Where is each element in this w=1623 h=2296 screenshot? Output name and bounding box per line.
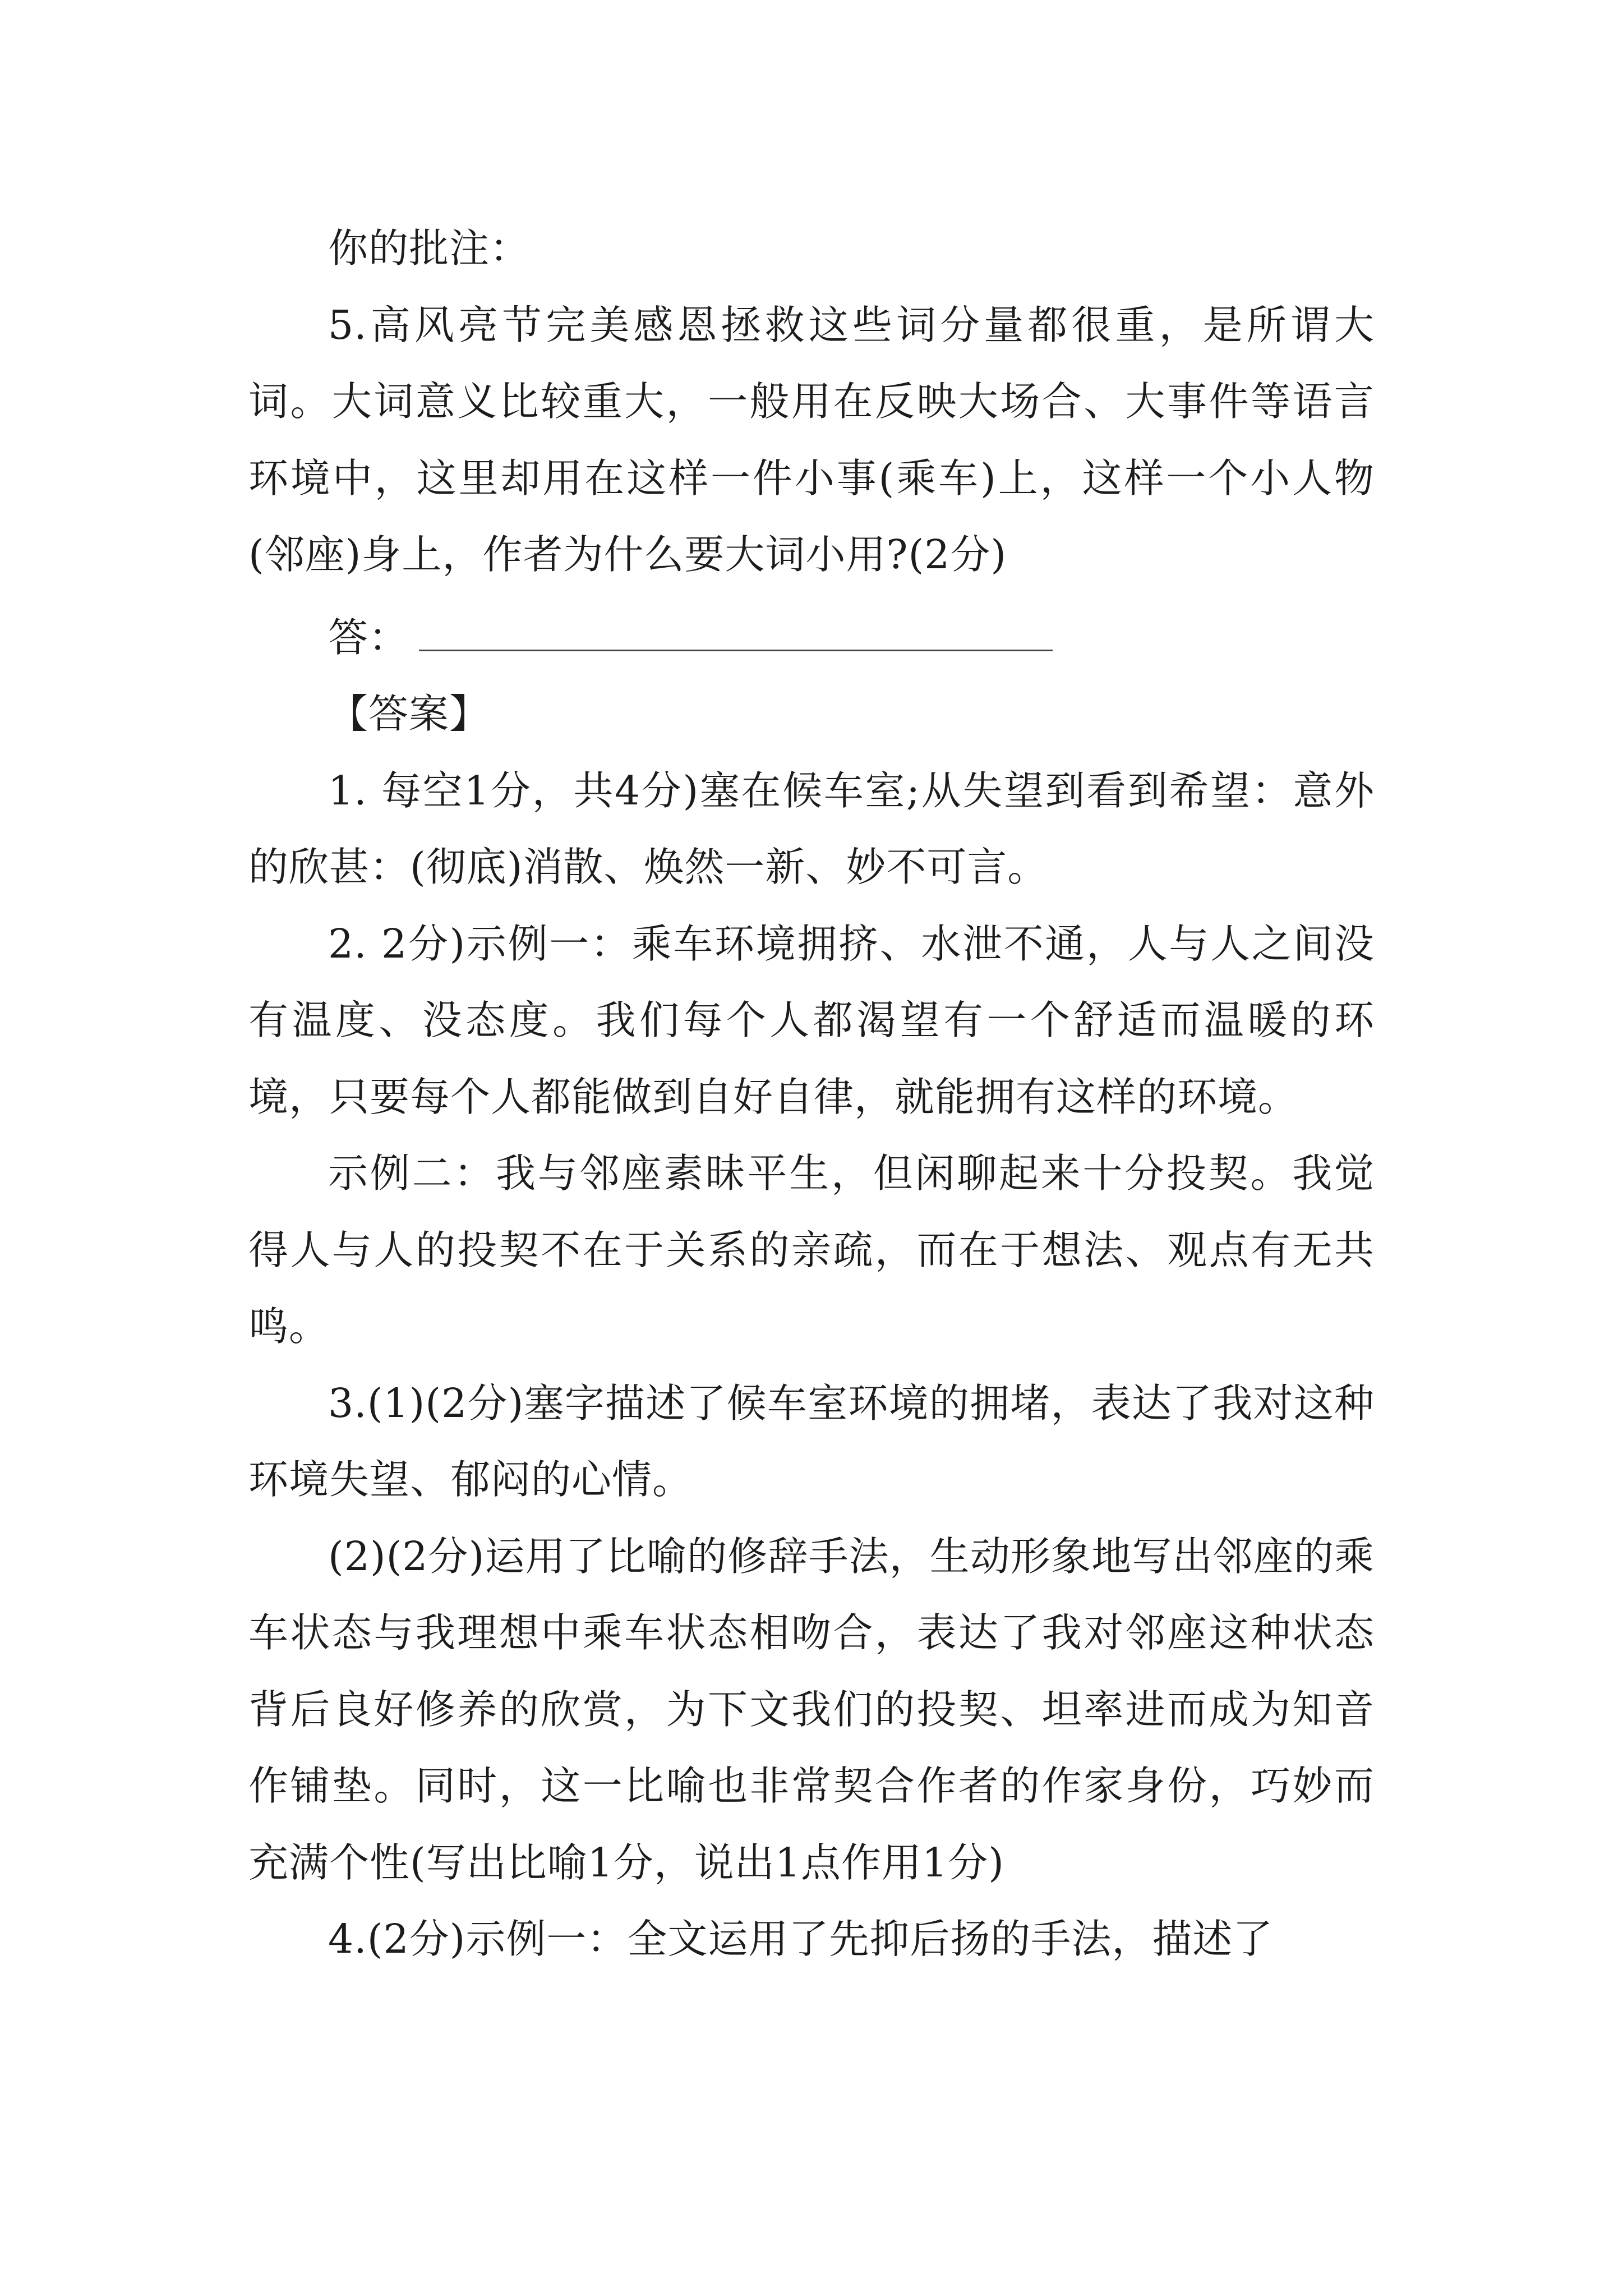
answer-4: 4.(2分)示例一：全文运用了先抑后扬的手法，描述了 (328, 1916, 1274, 1962)
answer-2-example-1: 2. 2分)示例一：乘车环境拥挤、水泄不通，人与人之间没有温度、没态度。我们每个人都渴望有一个舒适而温暖的环境，只要每个人都能做到自好自律，就能拥有这样的环境。 (248, 920, 1375, 1120)
answer-3-part-1: 3.(1)(2分)塞字描述了候车室环境的拥堵，表达了我对这种环境失望、郁闷的心情。 (248, 1379, 1375, 1503)
document-page (248, 210, 1375, 1978)
answer-3-part-2: (2)(2分)运用了比喻的修辞手法，生动形象地写出邻座的乘车状态与我理想中乘车状态相吻合，表达了我对邻座这种状态背后良好修养的欣赏，为下文我们的投契、坦率进而成为知音作铺垫。同时，这一比喻也非常契合作者的作家身份，巧妙而充满个性(写出比喻1分，说出1点作用1分) (248, 1533, 1375, 1886)
answer-heading: 【答案】 (328, 691, 490, 737)
annotation-label: 你的批注： (328, 225, 531, 272)
answer-prompt: 答： (328, 614, 409, 661)
answer-2-example-2: 示例二：我与邻座素昧平生，但闲聊起来十分投契。我觉得人与人的投契不在于关系的亲疏，而在于想法、观点有无共鸣。 (248, 1150, 1375, 1350)
answer-prompt-row (248, 593, 1375, 677)
question-5: 5.高风亮节完美感恩拯救这些词分量都很重，是所谓大词。大词意义比较重大，一般用在反映大场合、大事件等语言环境中，这里却用在这样一件小事(乘车)上，这样一个小人物(邻座)身上，作者为什么要大词小用?(2分) (248, 301, 1375, 578)
answer-1: 1. 每空1分，共4分)塞在候车室;从失望到看到希望：意外的欣甚：(彻底)消散、焕然一新、妙不可言。 (248, 767, 1375, 890)
answer-blank-line[interactable] (419, 593, 1053, 651)
